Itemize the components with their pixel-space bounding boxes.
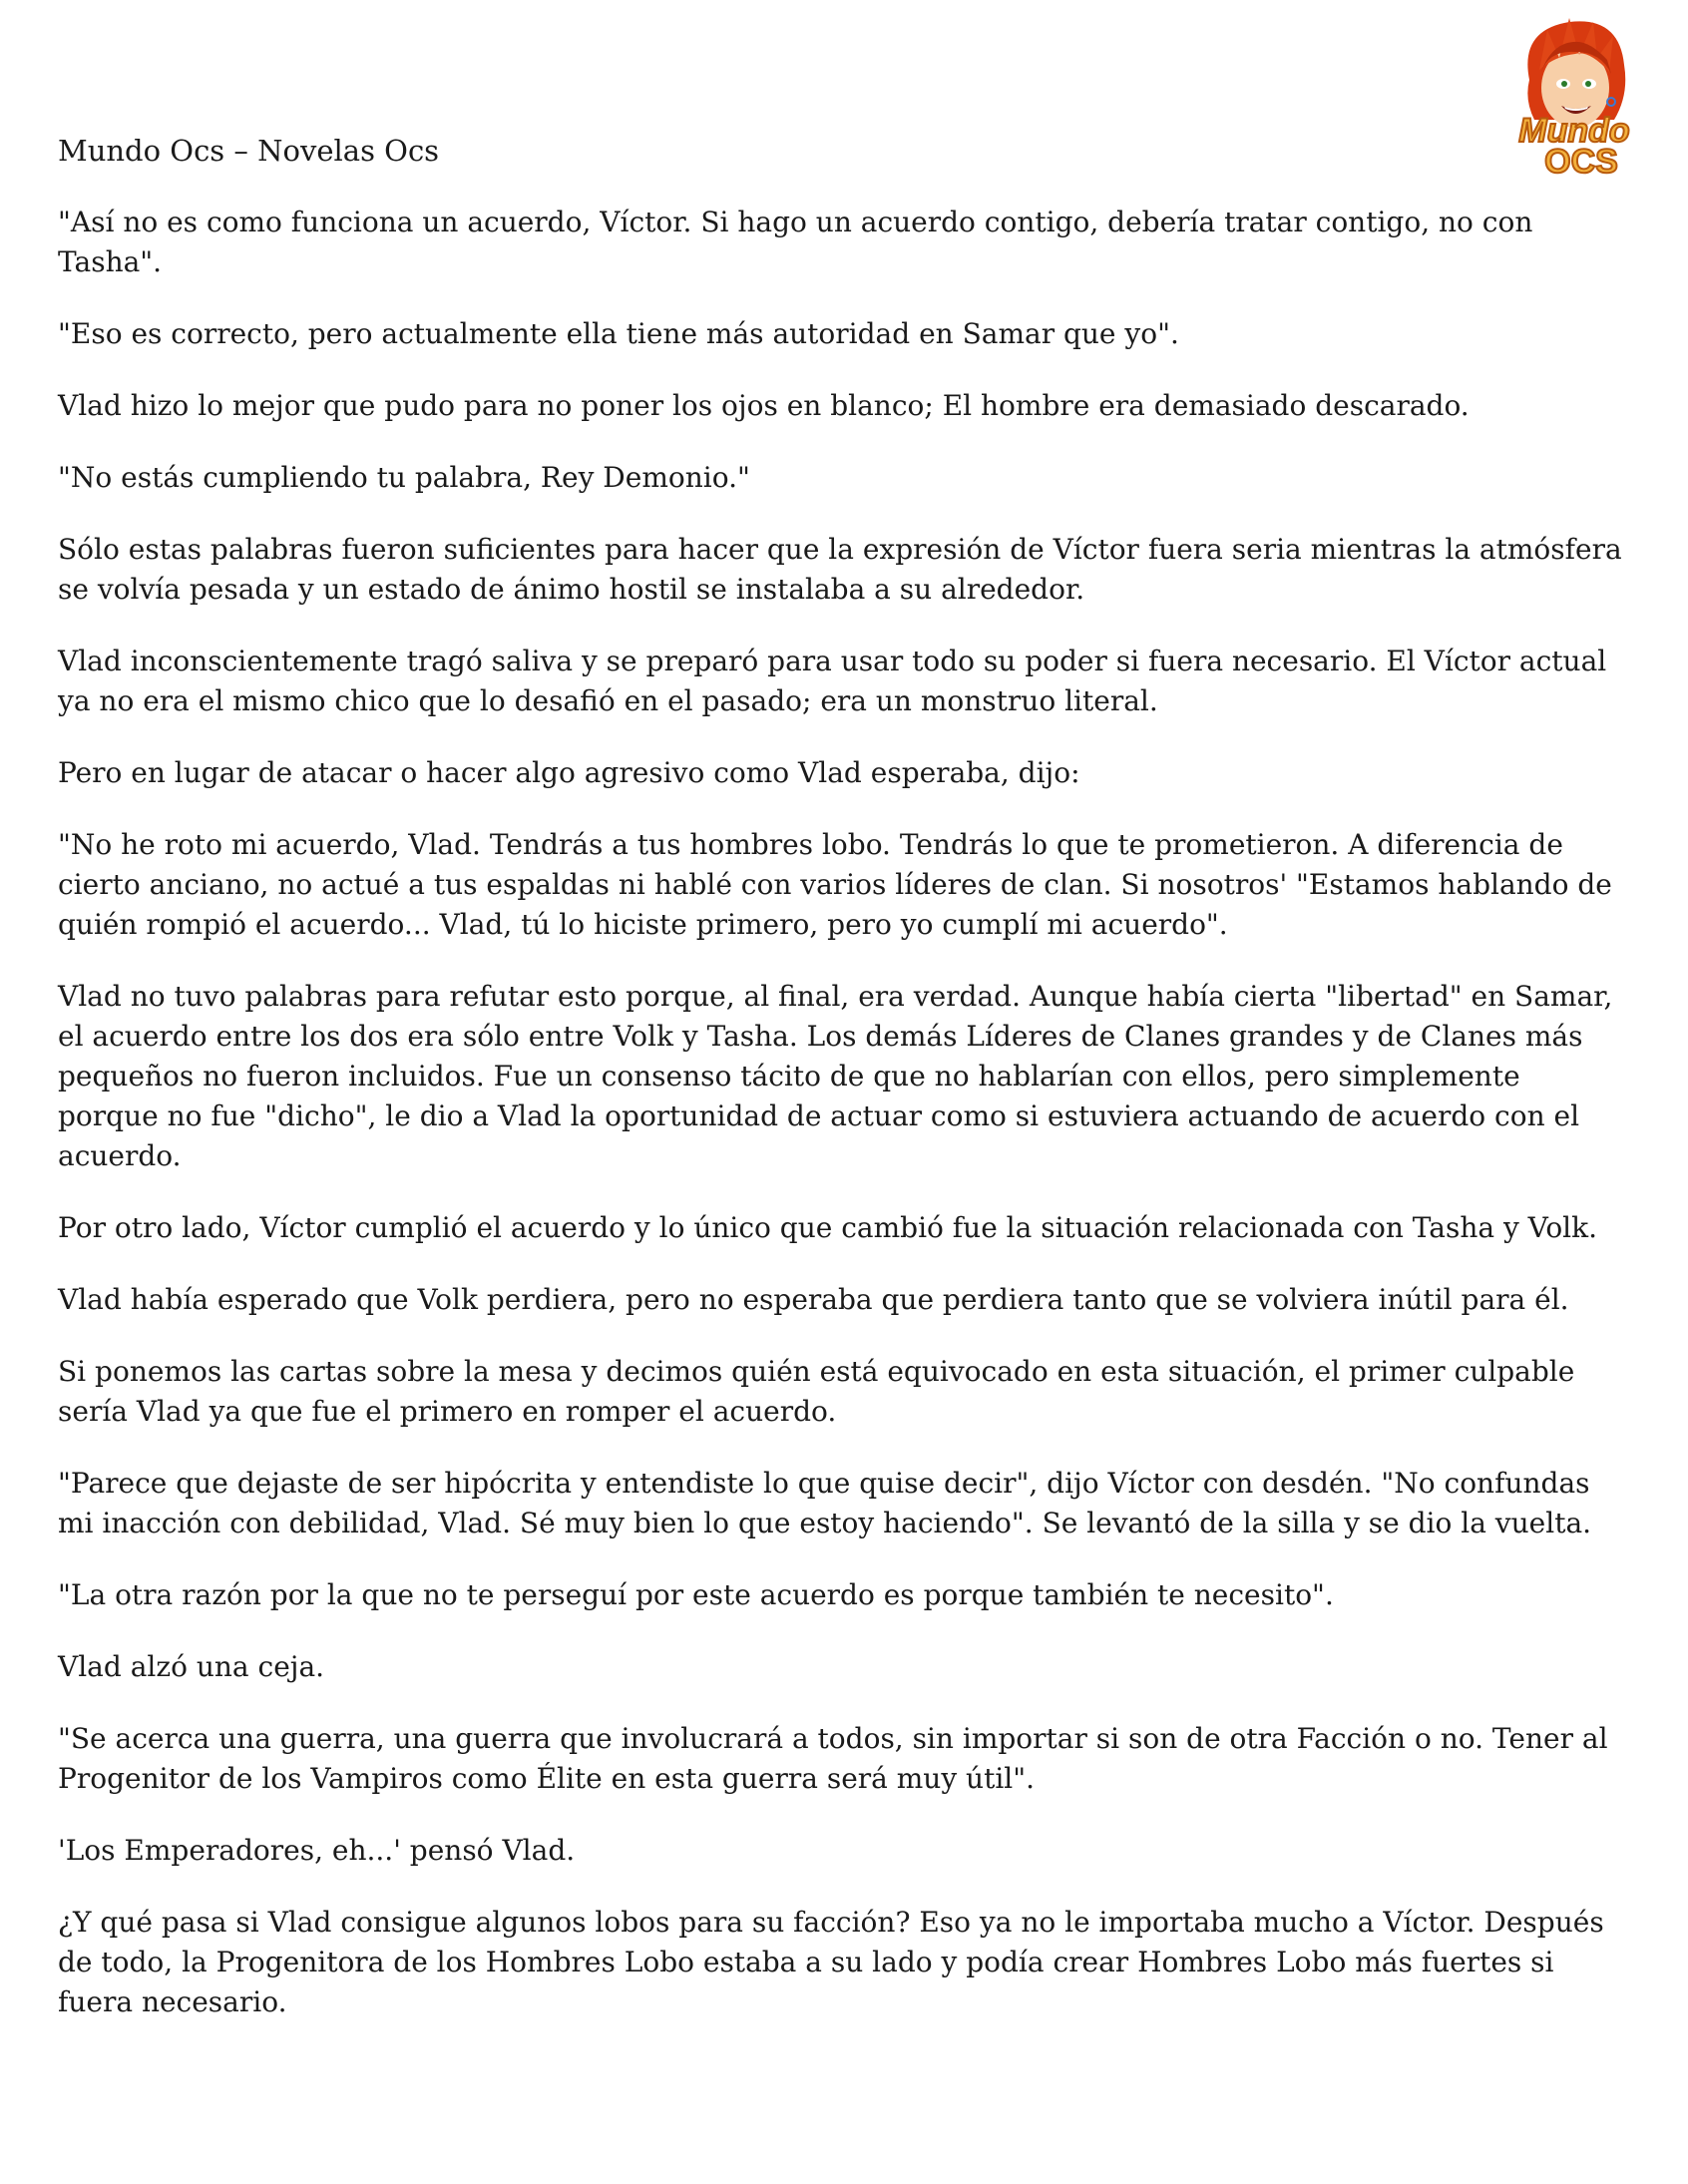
paragraph: "Eso es correcto, pero actualmente ella tiene más autoridad en Samar que yo". — [58, 317, 1179, 350]
paragraph: Vlad inconscientemente tragó saliva y se preparó para usar todo su poder si fuera necesario. El Víctor actual ya no era el mismo chico que lo desafió en el pasado; era un monstruo literal. — [58, 645, 1607, 717]
page-header-title: Mundo Ocs – Novelas Ocs — [58, 134, 440, 168]
paragraph: Por otro lado, Víctor cumplió el acuerdo y lo único que cambió fue la situación relacionada con Tasha y Volk. — [58, 1211, 1597, 1244]
paragraph: "No he roto mi acuerdo, Vlad. Tendrás a tus hombres lobo. Tendrás lo que te prometieron. A diferencia de cierto anciano, no actué a tus espaldas ni hablé con varios líderes de clan. Si nosotros' "Estamos hablando de quién rompió el acuerdo... Vlad, tú lo hiciste primero, pero yo cumplí mi acuerdo". — [58, 828, 1612, 941]
paragraph: ¿Y qué pasa si Vlad consigue algunos lobos para su facción? Eso ya no le importaba mucho a Víctor. Después de todo, la Progenitora de los Hombres Lobo estaba a su lado y podía crear Hombres Lobo más fuertes si fuera necesario. — [58, 1906, 1604, 2018]
paragraph: Pero en lugar de atacar o hacer algo agresivo como Vlad esperaba, dijo: — [58, 756, 1080, 789]
paragraph: "La otra razón por la que no te perseguí por este acuerdo es porque también te necesito". — [58, 1578, 1334, 1611]
paragraph: Si ponemos las cartas sobre la mesa y decimos quién está equivocado en esta situación, el primer culpable sería Vlad ya que fue el primero en romper el acuerdo. — [58, 1355, 1575, 1428]
paragraph: "No estás cumpliendo tu palabra, Rey Demonio." — [58, 461, 750, 494]
paragraph: Vlad alzó una ceja. — [58, 1650, 325, 1683]
logo-text-ocs: OCS — [1544, 143, 1618, 180]
paragraph: Vlad hizo lo mejor que pudo para no poner los ojos en blanco; El hombre era demasiado descarado. — [58, 389, 1470, 422]
paragraph: Vlad había esperado que Volk perdiera, pero no esperaba que perdiera tanto que se volviera inútil para él. — [58, 1283, 1569, 1316]
paragraph: "Parece que dejaste de ser hipócrita y entendiste lo que quise decir", dijo Víctor con desdén. "No confundas mi inacción con debilidad, Vlad. Sé muy bien lo que estoy haciendo". Se levantó de la silla y se dio la vuelta. — [58, 1467, 1592, 1539]
paragraph: 'Los Emperadores, eh...' pensó Vlad. — [58, 1834, 576, 1867]
paragraph: "Se acerca una guerra, una guerra que involucrará a todos, sin importar si son de otra Facción o no. Tener al Progenitor de los Vampiros como Élite en esta guerra será muy útil". — [58, 1722, 1608, 1795]
paragraph: "Así no es como funciona un acuerdo, Víctor. Si hago un acuerdo contigo, debería tratar contigo, no con Tasha". — [58, 206, 1533, 278]
document-body — [58, 203, 1628, 2054]
logo-text-mundo: Mundo — [1518, 112, 1630, 150]
mundo-ocs-logo — [1489, 10, 1659, 180]
paragraph: Vlad no tuvo palabras para refutar esto porque, al final, era verdad. Aunque había cierta "libertad" en Samar, el acuerdo entre los dos era sólo entre Volk y Tasha. Los demás Líderes de Clanes grandes y de Clanes más pequeños no fueron incluidos. Fue un consenso tácito de que no hablarían con ellos, pero simplemente porque no fue "dicho", le dio a Vlad la oportunidad de actuar como si estuviera actuando de acuerdo con el acuerdo. — [58, 980, 1613, 1172]
paragraph: Sólo estas palabras fueron suficientes para hacer que la expresión de Víctor fuera seria mientras la atmósfera se volvía pesada y un estado de ánimo hostil se instalaba a su alrededor. — [58, 533, 1622, 606]
mundo-ocs-logo-image — [1489, 10, 1659, 180]
